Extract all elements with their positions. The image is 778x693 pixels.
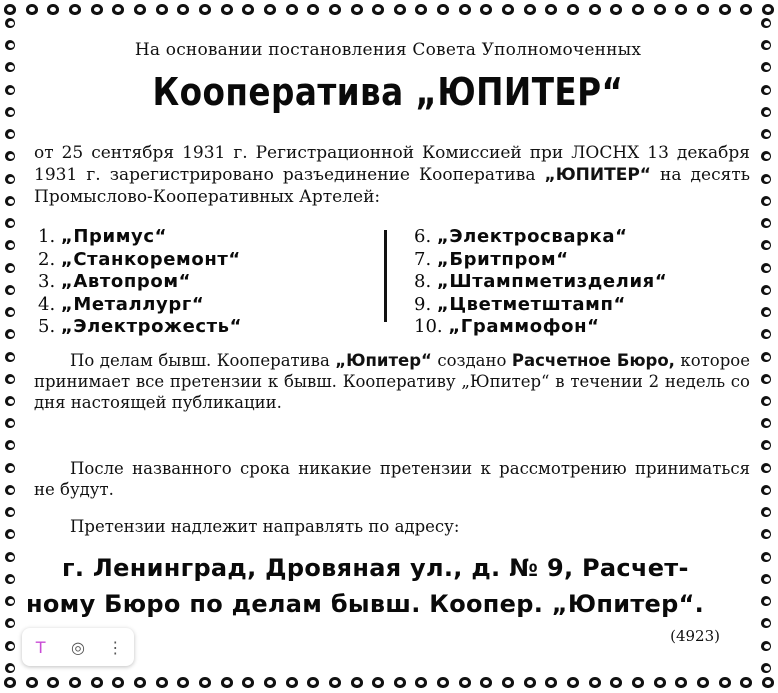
list-item [414,294,667,317]
ornament-mark [740,4,752,15]
ornament-mark [329,677,341,688]
list-divider [384,230,387,322]
ornament-mark [761,174,771,184]
ornament-mark [761,62,771,72]
ornament-mark [761,218,771,228]
list-item-number: 5. [38,316,56,337]
paragraph-text: которое принимает все претензии к бывш. Кооперативу „Юпитер“ в течении 2 недель со дня настоящей публикации. [34,351,750,412]
ornament-mark [761,574,771,584]
ornament-mark [5,574,15,584]
ornament-mark [761,440,771,450]
ornament-mark [5,529,15,539]
list-item-number: 8. [414,271,432,292]
settlement-bureau-paragraph [34,350,750,413]
ornament-mark [675,4,687,15]
ornament-mark [761,463,771,473]
paragraph-bold-bureau: Расчетное Бюро, [511,351,675,370]
list-item [414,226,667,249]
ornament-mark [459,4,471,15]
address-intro-paragraph: Претензии надлежит направлять по адресу: [70,517,460,536]
ornament-border-bottom [4,675,774,689]
ornament-mark [5,352,15,362]
ornament-border-right [760,18,772,673]
registration-bold-name: „ЮПИТЕР“ [544,165,651,185]
ornament-mark [199,4,211,15]
list-item-name: „Примус“ [60,226,168,247]
ornament-mark [5,418,15,428]
paragraph-text: По делам бывш. Кооператива [70,351,336,370]
address-block [26,550,750,622]
ornament-mark [177,677,189,688]
ornament-mark [91,4,103,15]
list-item-name: „Металлург“ [60,293,205,315]
ornament-mark [761,396,771,406]
notice-content [26,20,750,669]
ornament-mark [264,4,276,15]
ornament-mark [480,4,492,15]
text-select-icon[interactable]: T [35,637,46,657]
ornament-mark [719,4,731,15]
ornament-mark [177,4,189,15]
ornament-mark [134,677,146,688]
list-item-name: „Электросварка“ [436,226,628,247]
list-item [38,316,242,339]
cooperative-title: Кооператива „ЮПИТЕР“ [152,70,624,114]
ornament-mark [351,4,363,15]
list-item-number: 4. [38,293,56,315]
ornament-border-left [4,18,16,673]
ornament-mark [502,4,514,15]
ornament-mark [761,418,771,428]
ornament-mark [394,4,406,15]
ornament-mark [286,4,298,15]
ornament-mark [761,285,771,295]
ornament-mark [437,4,449,15]
ornament-mark [762,4,774,15]
ornament-mark [5,285,15,295]
ornament-mark [545,677,557,688]
list-item-number: 1. [38,226,56,247]
ornament-mark [762,677,774,688]
ornament-mark [5,374,15,384]
ornament-mark [221,4,233,15]
ornament-mark [761,529,771,539]
artel-list-left [38,226,242,339]
ornament-mark [589,677,601,688]
ornament-mark [761,507,771,517]
intro-line: На основании постановления Совета Уполномоченных [134,40,642,60]
ornament-mark [5,174,15,184]
ornament-mark [4,4,16,15]
ornament-mark [5,85,15,95]
list-item-name: „Граммофон“ [448,316,600,337]
ornament-mark [761,552,771,562]
ornament-mark [5,485,15,495]
ornament-mark [545,4,557,15]
ornament-mark [5,329,15,339]
ornament-mark [5,618,15,628]
ornament-mark [5,151,15,161]
ornament-mark [761,307,771,317]
ornament-mark [5,307,15,317]
ornament-mark [69,4,81,15]
ornament-mark [610,4,622,15]
ornament-mark [761,263,771,273]
ornament-mark [761,641,771,651]
registration-text-before: от 25 сентября 1931 г. Регистрационной Комиссией при ЛОСНХ 13 декабря 1931 г. зарегистрировано разъединение Кооператива [34,143,750,185]
ornament-mark [5,641,15,651]
ornament-mark [221,677,233,688]
ornament-mark [47,677,59,688]
ornament-mark [761,485,771,495]
ornament-mark [307,677,319,688]
list-item [38,249,242,272]
ornament-mark [632,677,644,688]
ornament-mark [761,151,771,161]
ornament-mark [5,240,15,250]
list-item [414,316,667,339]
list-item [38,294,242,317]
ornament-mark [761,618,771,628]
list-item-name: „Бритпром“ [436,248,569,270]
ornament-mark [437,677,449,688]
ornament-mark [4,677,16,688]
ornament-mark [697,677,709,688]
ornament-mark [69,677,81,688]
ornament-mark [5,263,15,273]
ornament-mark [5,129,15,139]
list-item-number: 10. [414,316,443,337]
address-line-2: ному Бюро по делам бывш. Коопер. „Юпитер“. [26,590,705,618]
address-line-1: г. Ленинград, Дровяная ул., д. № 9, Расчет- [62,554,689,582]
ornament-mark [26,677,38,688]
ornament-mark [91,677,103,688]
ornament-mark [264,677,276,688]
ornament-mark [5,463,15,473]
ornament-mark [5,663,15,673]
lens-search-icon[interactable]: ◎ [71,637,85,657]
ornament-mark [5,107,15,117]
list-item-number: 6. [414,226,432,247]
ornament-mark [5,40,15,50]
ornament-mark [632,4,644,15]
ornament-mark [654,677,666,688]
ornament-mark [5,440,15,450]
ornament-mark [524,4,536,15]
ornament-mark [415,677,427,688]
ornament-mark [761,352,771,362]
ornament-mark [719,677,731,688]
ornament-mark [761,85,771,95]
list-item-name: „Цветметштамп“ [436,293,626,315]
list-item-name: „Электрожесть“ [60,316,243,337]
ornament-mark [415,4,427,15]
ornament-mark [372,677,384,688]
ornament-mark [761,129,771,139]
registration-text [34,142,750,208]
registration-text-after: на десять Промыслово-Кооперативных Артелей: [34,165,750,207]
list-item-name: „Станкоремонт“ [60,248,241,270]
ornament-mark [524,677,536,688]
ornament-mark [156,4,168,15]
ornament-mark [480,677,492,688]
ornament-mark [502,677,514,688]
ornament-mark [761,240,771,250]
ornament-mark [761,596,771,606]
ornament-mark [5,596,15,606]
ornament-mark [372,4,384,15]
ornament-mark [112,4,124,15]
ornament-mark [199,677,211,688]
paragraph-bold-name: „Юпитер“ [335,351,432,370]
ornament-mark [761,107,771,117]
ornament-mark [5,196,15,206]
ornament-mark [242,677,254,688]
list-item-number: 3. [38,271,56,292]
ornament-mark [156,677,168,688]
list-item-number: 9. [414,293,432,315]
ornament-mark [459,677,471,688]
ornament-mark [761,18,771,28]
ornament-mark [589,4,601,15]
ornament-mark [761,40,771,50]
ornament-mark [654,4,666,15]
ornament-mark [112,677,124,688]
ornament-mark [761,329,771,339]
more-options-icon[interactable]: ⋮ [107,637,124,657]
ornament-mark [740,677,752,688]
ornament-border-top [4,2,774,16]
list-item-number: 7. [414,248,432,270]
list-item [38,271,242,294]
ornament-mark [47,4,59,15]
ornament-mark [761,374,771,384]
ornament-mark [351,677,363,688]
reference-number: (4923) [670,627,720,645]
ornament-mark [134,4,146,15]
ornament-mark [5,507,15,517]
list-item [38,226,242,249]
ornament-mark [5,396,15,406]
ornament-mark [242,4,254,15]
ornament-mark [5,552,15,562]
ornament-mark [567,4,579,15]
list-item [414,249,667,272]
list-item-number: 2. [38,248,56,270]
ornament-mark [610,677,622,688]
ornament-mark [286,677,298,688]
list-item-name: „Штампметизделия“ [436,271,668,292]
ornament-mark [761,196,771,206]
ornament-mark [329,4,341,15]
ornament-mark [5,218,15,228]
ornament-mark [675,677,687,688]
ornament-mark [394,677,406,688]
deadline-paragraph: После названного срока никакие претензии к рассмотрению приниматься не будут. [34,459,750,499]
paragraph-text: создано [431,351,512,370]
ornament-mark [761,663,771,673]
list-item-name: „Автопром“ [60,271,192,292]
image-overlay-toolbar [22,628,134,666]
ornament-mark [567,677,579,688]
ornament-mark [697,4,709,15]
ornament-mark [307,4,319,15]
artel-list-right [414,226,667,339]
ornament-mark [5,62,15,72]
ornament-mark [26,4,38,15]
ornament-mark [5,18,15,28]
list-item [414,271,667,294]
